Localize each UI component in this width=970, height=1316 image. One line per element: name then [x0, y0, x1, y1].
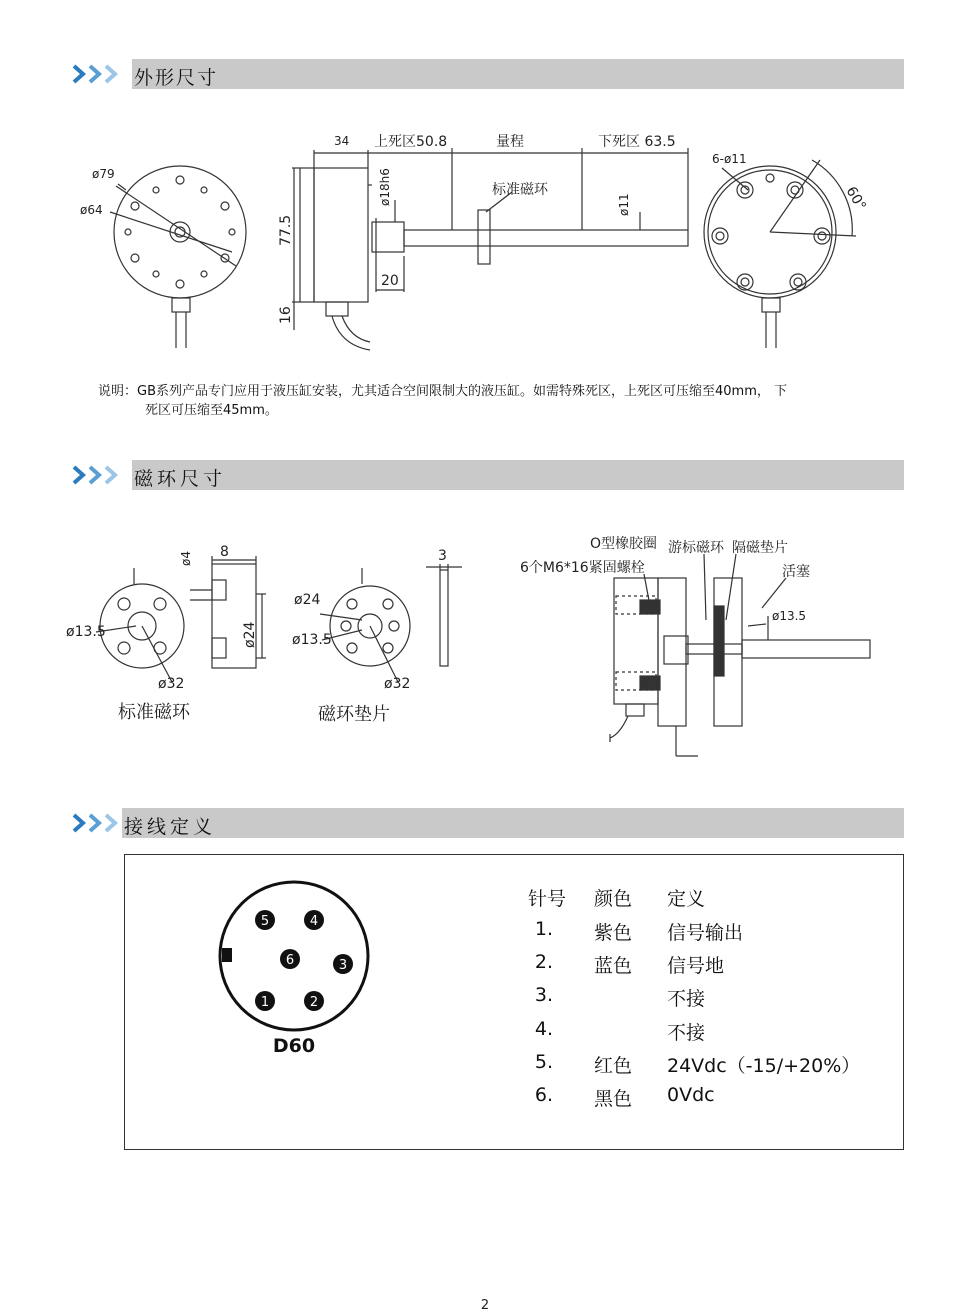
header-pin: 针号 [528, 888, 567, 910]
dim-d135-c: ø13.5 [772, 609, 807, 623]
dim-775: 77.5 [278, 214, 294, 246]
pin-number: 1. [534, 918, 554, 940]
section-title: 磁环尺寸 [134, 468, 227, 490]
std-magnet-label: 标准磁环 [492, 182, 548, 198]
dim-d32-a: ø32 [158, 676, 185, 692]
page-number: 2 [480, 1298, 490, 1313]
screws-label: 6个M6*16紧固螺栓 [520, 560, 645, 576]
pin-definition: 0Vdc [667, 1084, 715, 1106]
pin-number: 6. [534, 1084, 554, 1106]
dim-d11: ø11 [617, 193, 631, 216]
dim-20: 20 [381, 273, 399, 289]
dim-d135-b: ø13.5 [292, 632, 332, 648]
dim-34: 34 [334, 134, 350, 148]
magnet-dimension-drawing [0, 520, 970, 800]
pin-number: 4. [534, 1018, 554, 1040]
section-header-wiring [72, 808, 904, 838]
dim-8: 8 [220, 544, 229, 560]
dim-3: 3 [438, 548, 447, 564]
dim-d79: ø79 [92, 167, 115, 181]
dim-d18h6: ø18h6 [378, 168, 392, 206]
connector-diagram [194, 880, 394, 1080]
pin-definition: 信号地 [667, 955, 725, 977]
pin-2: 2 [309, 995, 319, 1010]
pin-number: 5. [534, 1051, 554, 1073]
pin-definition: 24Vdc（-15/+20%） [667, 1055, 861, 1077]
pin-1: 1 [260, 995, 270, 1010]
pin-5: 5 [260, 914, 270, 929]
pin-number: 2. [534, 951, 554, 973]
note-line-2: 死区可压缩至45mm。 [145, 403, 278, 418]
isolation-label: 隔磁垫片 [732, 540, 788, 556]
dim-angle: 60° [842, 184, 869, 214]
connector-label: D60 [272, 1035, 316, 1057]
dim-d135-a: ø13.5 [66, 624, 106, 640]
dim-holes: 6-ø11 [712, 152, 747, 166]
dim-d32-b: ø32 [384, 676, 411, 692]
std-magnet-caption: 标准磁环 [118, 702, 190, 723]
header-def: 定义 [667, 888, 706, 910]
section-header-magnet [72, 460, 904, 490]
pad-caption: 磁环垫片 [318, 704, 390, 725]
section-title: 外形尺寸 [134, 67, 219, 89]
wire-color: 紫色 [594, 922, 633, 944]
piston-label: 活塞 [782, 564, 810, 580]
header-color: 颜色 [594, 888, 633, 910]
pin-definition: 不接 [667, 988, 706, 1010]
pin-3: 3 [338, 958, 348, 973]
dim-16: 16 [278, 306, 294, 324]
wire-color: 红色 [594, 1055, 633, 1077]
wire-color: 黑色 [594, 1088, 633, 1110]
chevron-arrows-icon [72, 812, 128, 834]
oring-label: O型橡胶圈 [590, 536, 658, 552]
dim-d24-a: ø24 [242, 621, 258, 648]
section-title: 接线定义 [124, 816, 217, 838]
dim-d24-b: ø24 [294, 592, 321, 608]
note-line-1: 说明：GB系列产品专门应用于液压缸安装，尤其适合空间限制大的液压缸。如需特殊死区，上死区可压缩至40mm， 下 [98, 384, 787, 399]
pin-6: 6 [285, 953, 295, 968]
wire-color: 蓝色 [594, 955, 633, 977]
pin-number: 3. [534, 984, 554, 1006]
dim-d64: ø64 [80, 203, 103, 217]
chevron-arrows-icon [72, 464, 128, 486]
outline-dimension-drawing [0, 0, 970, 370]
pin-4: 4 [309, 914, 319, 929]
description-note [98, 382, 868, 420]
dim-upper-dead: 上死区50.8 [374, 134, 448, 150]
dim-lower-dead: 下死区 63.5 [598, 134, 676, 150]
vernier-label: 游标磁环 [668, 540, 724, 556]
pin-definition: 信号输出 [667, 922, 744, 944]
dim-stroke: 量程 [496, 134, 524, 150]
pin-definition: 不接 [667, 1022, 706, 1044]
dim-d4: ø4 [179, 551, 193, 566]
